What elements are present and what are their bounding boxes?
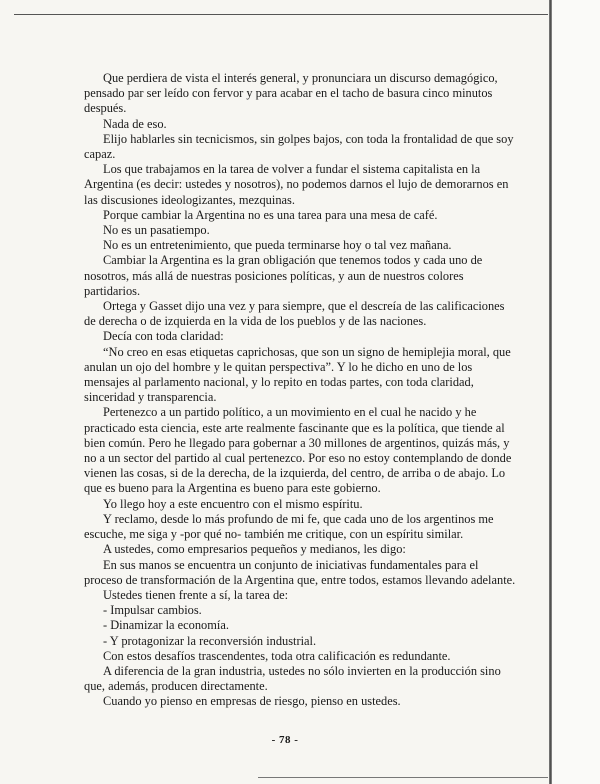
paragraph: Porque cambiar la Argentina no es una tarea para una mesa de café. — [103, 207, 438, 222]
paragraph: No es un entretenimiento, que pueda terminarse hoy o tal vez mañana. — [103, 238, 452, 253]
paragraph: “No creo en esas etiquetas caprichosas, que son un signo de hemiplejia moral, que anulan un ojo del hombre y le quitan perspectiva”. Y lo he dicho en uno de los mensajes al parlamento nacional, y lo repito en todas partes, con toda claridad, sinceridad y transparencia. — [84, 344, 511, 405]
paragraph: En sus manos se encuentra un conjunto de iniciativas fundamentales para el proceso de transformación de la Argentina que, entre todos, estamos llevando adelante. — [84, 557, 516, 587]
paragraph: A diferencia de la gran industria, ustedes no sólo invierten en la producción sino que, además, producen directamente. — [84, 663, 501, 694]
paragraph: Que perdiera de vista el interés general, y pronunciara un discurso demagógico, pensado par ser leído con fervor y para acabar en el tacho de basura cinco minutos después. — [84, 71, 498, 116]
paragraph: Los que trabajamos en la tarea de volver a fundar el sistema capitalista en la Argentina (es decir: ustedes y nosotros), no podemos darnos el lujo de demorarnos en las discusiones ideologizantes, mezquinas. — [84, 162, 509, 207]
paragraph: - Impulsar cambios. — [103, 603, 202, 618]
paragraph: Y reclamo, desde lo más profundo de mi fe, que cada uno de los argentinos me escuche, me siga y -por qué no- también me critique, con un espíritu similar. — [84, 511, 494, 542]
page-bottom-border — [258, 777, 548, 778]
page-number: - 78 - — [271, 734, 299, 746]
paragraph: - Dinamizar la economía. — [103, 618, 229, 633]
paragraph: Cuando yo pienso en empresas de riesgo, pienso en ustedes. — [103, 694, 401, 709]
paragraph: Decía con toda claridad: — [103, 329, 224, 344]
paragraph: Ortega y Gasset dijo una vez y para siempre, que el descreía de las calificaciones de derecha o de izquierda en la vida de los pueblos y de las naciones. — [84, 299, 505, 329]
page-binding-edge — [549, 0, 552, 784]
paragraph: Elijo hablarles sin tecnicismos, sin golpes bajos, con toda la frontalidad de que soy capaz. — [84, 131, 514, 162]
page-margin-area — [552, 0, 600, 784]
paragraph: Nada de eso. — [103, 116, 167, 131]
paragraph: A ustedes, como empresarios pequeños y medianos, les digo: — [103, 542, 406, 557]
paragraph: Pertenezco a un partido político, a un movimiento en el cual he nacido y he practicado esta ciencia, este arte realmente fascinante que es la política, que tiende al bien común. Pero he llegado para gobernar a 30 millones de argentinos, quizás más, y no a un sector del partido al cual pertenezco. Por eso no estoy contemplando de donde vienen las cosas, si de la derecha, de la izquierda, del centro, de arriba o de abajo. Lo que es bueno para la Argentina es bueno para este gobierno. — [84, 405, 512, 496]
document-body — [84, 71, 516, 710]
paragraph: No es un pasatiempo. — [103, 223, 210, 238]
paragraph: Con estos desafíos trascendentes, toda otra calificación es redundante. — [103, 648, 451, 663]
page-top-border — [14, 14, 548, 15]
paragraph: Cambiar la Argentina es la gran obligación que tenemos todos y cada uno de nosotros, más allá de nuestras posiciones políticas, y aun de nuestros colores partidarios. — [84, 253, 483, 298]
paragraph: - Y protagonizar la reconversión industrial. — [103, 633, 317, 648]
paragraph: Yo llego hoy a este encuentro con el mismo espíritu. — [103, 496, 363, 511]
paragraph: Ustedes tienen frente a sí, la tarea de: — [103, 587, 289, 602]
